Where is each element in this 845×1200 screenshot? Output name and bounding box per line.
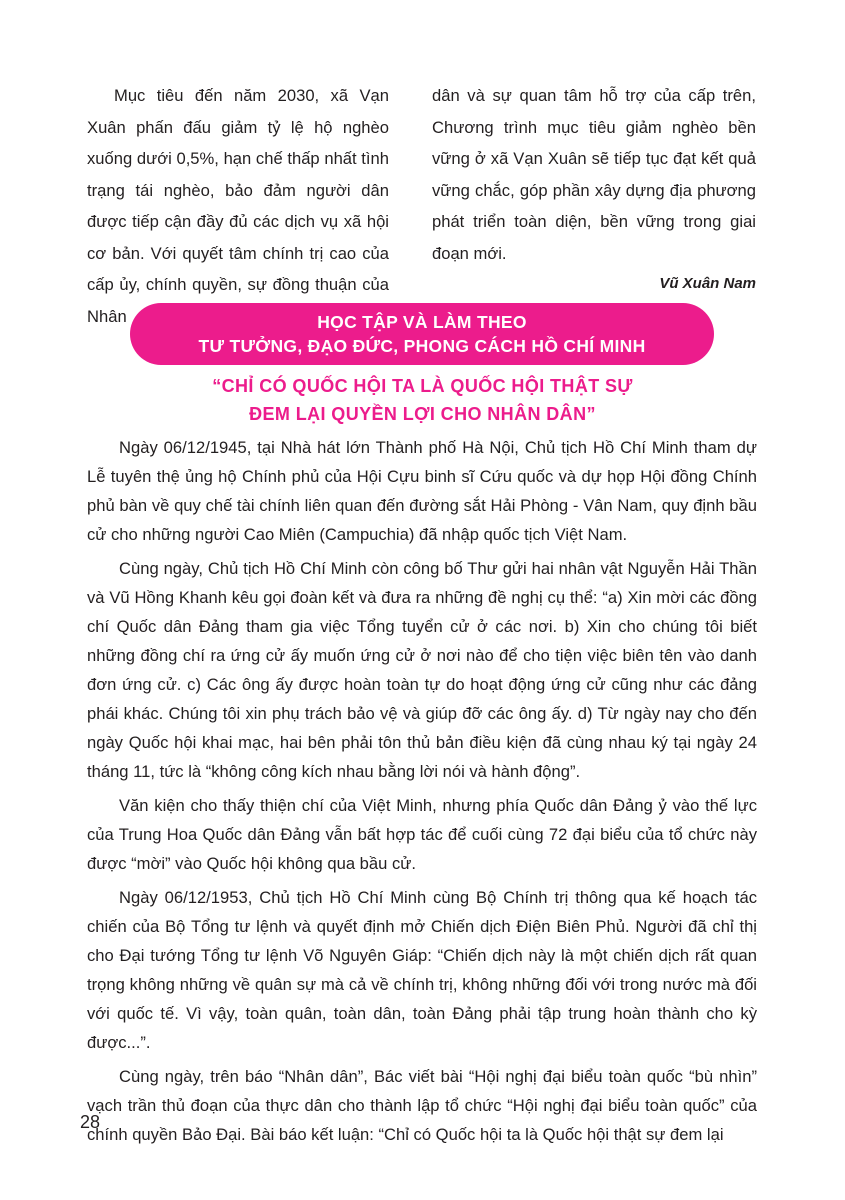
article-paragraph: Văn kiện cho thấy thiện chí của Việt Minh, nhưng phía Quốc dân Đảng ỷ vào thế lực của Trung Hoa Quốc dân Đảng vẫn bất hợp tác để cuối cùng 72 đại biểu của tổ chức này được “mời” vào Quốc hội không qua bầu cử. xyxy=(87,796,757,873)
article-body xyxy=(87,433,757,1154)
left-column xyxy=(87,80,389,332)
left-column-text: Mục tiêu đến năm 2030, xã Vạn Xuân phấn đấu giảm tỷ lệ hộ nghèo xuống dưới 0,5%, hạn chế thấp nhất tình trạng tái nghèo, bảo đảm người dân được tiếp cận đầy đủ các dịch vụ xã hội cơ bản. Với quyết tâm chính trị cao của cấp ủy, chính quyền, sự đồng thuận của Nhân xyxy=(87,86,389,326)
article-paragraph: Cùng ngày, trên báo “Nhân dân”, Bác viết bài “Hội nghị đại biểu toàn quốc “bù nhìn” vạch trần thủ đoạn của thực dân cho thành lập tổ chức “Hội nghị đại biểu toàn quốc” của chính quyền Bảo Đại. Bài báo kết luận: “Chỉ có Quốc hội ta là Quốc hội thật sự đem lại xyxy=(87,1067,757,1144)
article-paragraph: Cùng ngày, Chủ tịch Hồ Chí Minh còn công bố Thư gửi hai nhân vật Nguyễn Hải Thần và Vũ Hồng Khanh kêu gọi đoàn kết và đưa ra những đề nghị cụ thể: “a) Xin mời các đồng chí Quốc dân Đảng tham gia việc Tổng tuyển cử ở các nơi. b) Xin cho chúng tôi biết những đồng chí ra ứng cử ấy muốn ứng cử ở nơi nào để cho tiện việc biên tên vào danh đơn ứng cử. c) Các ông ấy được hoàn toàn tự do hoạt động ứng cử cũng như các đảng phái khác. Chúng tôi xin phụ trách bảo vệ và giúp đỡ các ông ấy. d) Từ ngày nay cho đến ngày Quốc hội khai mạc, hai bên phải tôn thủ bản điều kiện đã cùng nhau ký tại ngày 24 tháng 11, tức là “không công kích nhau bằng lời nói và hành động”. xyxy=(87,559,757,781)
banner-line-1: HỌC TẬP VÀ LÀM THEO xyxy=(317,312,527,332)
article-paragraph: Ngày 06/12/1945, tại Nhà hát lớn Thành phố Hà Nội, Chủ tịch Hồ Chí Minh tham dự Lễ tuyên thệ ủng hộ Chính phủ của Hội Cựu binh sĩ Cứu quốc và dự họp Hội đồng Chính phủ bàn về quy chế tài chính liên quan đến đường sắt Hải Phòng - Vân Nam, quy định bầu cử cho những người Cao Miên (Campuchia) đã nhập quốc tịch Việt Nam. xyxy=(87,438,757,544)
page-number: 28 xyxy=(80,1112,101,1132)
right-column-text: dân và sự quan tâm hỗ trợ của cấp trên, Chương trình mục tiêu giảm nghèo bền vững ở xã Vạn Xuân sẽ tiếp tục đạt kết quả vững chắc, góp phần xây dựng địa phương phát triển toàn diện, bền vững trong giai đoạn mới. xyxy=(432,86,756,263)
article-paragraph: Ngày 06/12/1953, Chủ tịch Hồ Chí Minh cùng Bộ Chính trị thông qua kế hoạch tác chiến của Bộ Tổng tư lệnh và quyết định mở Chiến dịch Điện Biên Phủ. Người đã chỉ thị cho Đại tướng Tổng tư lệnh Võ Nguyên Giáp: “Chiến dịch này là một chiến dịch rất quan trọng không những về quân sự mà cả về chính trị, không những đối với trong nước mà đối với quốc tế. Vì vậy, toàn quân, toàn dân, toàn Đảng phải tập trung hoàn thành cho kỳ được...”. xyxy=(87,888,757,1052)
article-title xyxy=(90,373,755,428)
banner-line-2: TƯ TƯỞNG, ĐẠO ĐỨC, PHONG CÁCH HỒ CHÍ MINH xyxy=(198,336,646,356)
article-title-line-1: “CHỈ CÓ QUỐC HỘI TA LÀ QUỐC HỘI THẬT SỰ xyxy=(212,376,633,396)
author-signature: Vũ Xuân Nam xyxy=(659,275,756,292)
section-banner xyxy=(130,303,714,365)
right-column xyxy=(432,80,756,299)
article-title-line-2: ĐEM LẠI QUYỀN LỢI CHO NHÂN DÂN” xyxy=(249,403,596,424)
